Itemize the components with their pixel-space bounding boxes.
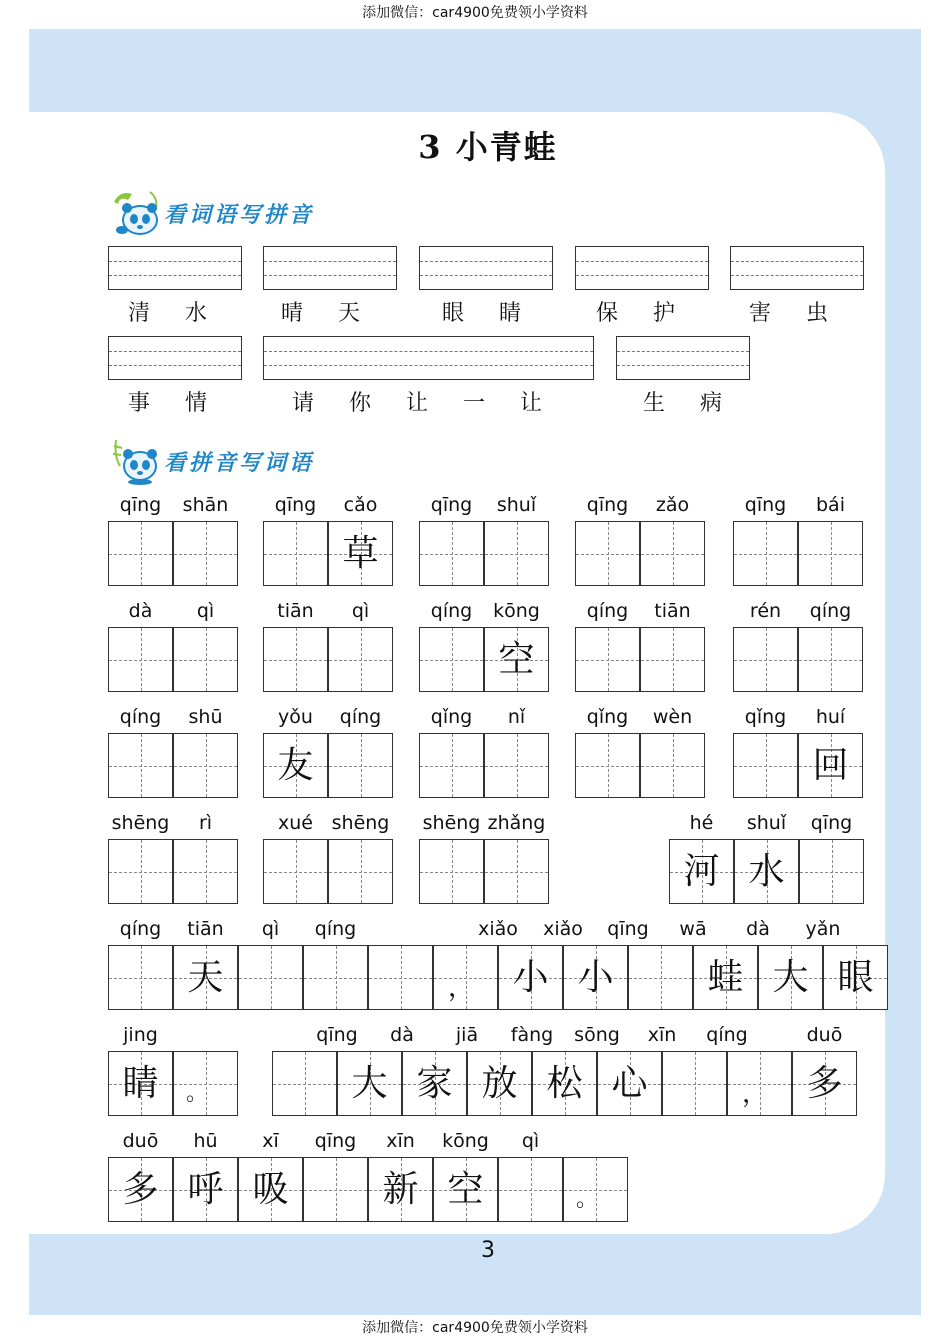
- writing-cell[interactable]: [484, 839, 549, 904]
- pinyin-answer-box[interactable]: [730, 246, 864, 290]
- word-label: 眼 睛: [442, 301, 521, 326]
- pinyin-label: qīng: [430, 494, 473, 516]
- punctuation: ，: [742, 1079, 769, 1109]
- given-character: 蛙: [707, 956, 744, 998]
- pinyin-label: dà: [128, 600, 153, 622]
- pinyin-label: duō: [122, 1130, 159, 1152]
- pinyin-label: kōng: [442, 1130, 489, 1152]
- pinyin-label: hé: [689, 812, 714, 834]
- writing-cell[interactable]: [108, 945, 173, 1010]
- writing-cell[interactable]: [328, 627, 393, 692]
- writing-cell[interactable]: [798, 521, 863, 586]
- pinyin-label: qíng: [339, 706, 382, 728]
- section-title-2: 看拼音写词语: [164, 449, 315, 476]
- pinyin-label: shuǐ: [496, 494, 537, 516]
- page-number: 3: [481, 1238, 495, 1263]
- pinyin-label: kōng: [493, 600, 540, 622]
- writing-cell[interactable]: [727, 1051, 792, 1116]
- writing-cell[interactable]: [498, 1157, 563, 1222]
- pinyin-answer-box[interactable]: [108, 336, 242, 380]
- pinyin-label: hū: [193, 1130, 218, 1152]
- writing-cell[interactable]: [498, 945, 563, 1010]
- writing-cell[interactable]: [108, 1051, 173, 1116]
- writing-cell[interactable]: [798, 627, 863, 692]
- pinyin-label: tiān: [277, 600, 314, 622]
- writing-cell[interactable]: [173, 521, 238, 586]
- given-character: 友: [277, 744, 314, 786]
- pinyin-label: xiǎo: [543, 918, 583, 940]
- pinyin-label: qīng: [810, 812, 853, 834]
- punctuation: 。: [576, 1187, 599, 1212]
- given-character: 多: [122, 1168, 159, 1210]
- pinyin-label: xīn: [647, 1024, 677, 1046]
- pinyin-label: shēng: [331, 812, 390, 834]
- pinyin-label: xué: [278, 812, 313, 834]
- pinyin-label: sōng: [574, 1024, 620, 1046]
- pinyin-answer-box[interactable]: [616, 336, 750, 380]
- pinyin-label: wā: [679, 918, 707, 940]
- pinyin-label: yǎn: [805, 918, 841, 940]
- pinyin-label: qǐng: [430, 706, 473, 728]
- writing-cell[interactable]: [238, 945, 303, 1010]
- punctuation: 。: [186, 1081, 209, 1106]
- pinyin-label: qīng: [607, 918, 649, 940]
- writing-cell[interactable]: [337, 1051, 402, 1116]
- pinyin-label: shān: [182, 494, 229, 516]
- writing-cell[interactable]: [238, 1157, 303, 1222]
- writing-cell[interactable]: [263, 733, 328, 798]
- pinyin-label: bái: [816, 494, 845, 516]
- writing-cell[interactable]: [263, 839, 328, 904]
- given-character: 河: [683, 850, 720, 892]
- pinyin-label: qíng: [586, 600, 629, 622]
- writing-cell[interactable]: [484, 521, 549, 586]
- pinyin-label: qīng: [314, 1130, 357, 1152]
- writing-cell[interactable]: [173, 627, 238, 692]
- writing-cell[interactable]: [303, 1157, 368, 1222]
- given-character: 新: [382, 1168, 419, 1210]
- watermark-top: 添加微信：car4900免费领小学资料: [362, 5, 588, 21]
- pinyin-label: qíng: [430, 600, 473, 622]
- writing-cell[interactable]: [758, 945, 823, 1010]
- writing-cell[interactable]: [368, 945, 433, 1010]
- writing-cell[interactable]: [263, 627, 328, 692]
- writing-cell[interactable]: [173, 1051, 238, 1116]
- pinyin-label: xīn: [386, 1130, 415, 1152]
- pinyin-label: tiān: [654, 600, 691, 622]
- pinyin-label: jiā: [455, 1024, 479, 1046]
- pinyin-label: qīng: [274, 494, 317, 516]
- pinyin-label: jing: [123, 1024, 158, 1046]
- writing-cell[interactable]: [532, 1051, 597, 1116]
- word-label: 晴 天: [281, 301, 360, 326]
- panda-icon: [110, 188, 162, 238]
- writing-cell[interactable]: [272, 1051, 337, 1116]
- writing-cell[interactable]: [328, 839, 393, 904]
- pinyin-label: shuǐ: [746, 812, 787, 834]
- given-character: 大: [351, 1062, 388, 1104]
- writing-cell[interactable]: [419, 521, 484, 586]
- pinyin-label: qǐng: [586, 706, 629, 728]
- word-label: 生 病: [643, 391, 722, 416]
- pinyin-label: qīng: [119, 494, 162, 516]
- writing-cell[interactable]: [733, 733, 798, 798]
- writing-cell[interactable]: [368, 1157, 433, 1222]
- given-character: 吸: [252, 1168, 289, 1210]
- writing-cell[interactable]: [419, 839, 484, 904]
- pinyin-label: qì: [521, 1130, 540, 1152]
- writing-cell[interactable]: [798, 733, 863, 798]
- writing-cell[interactable]: [733, 521, 798, 586]
- given-character: 多: [806, 1062, 843, 1104]
- given-character: 睛: [122, 1062, 159, 1104]
- pinyin-label: tiān: [187, 918, 224, 940]
- given-character: 水: [748, 850, 785, 892]
- writing-cell[interactable]: [263, 521, 328, 586]
- pinyin-label: qīng: [744, 494, 787, 516]
- given-character: 小: [512, 956, 549, 998]
- given-character: 呼: [187, 1168, 224, 1210]
- writing-cell[interactable]: [734, 839, 799, 904]
- writing-cell[interactable]: [108, 839, 173, 904]
- writing-cell[interactable]: [467, 1051, 532, 1116]
- writing-cell[interactable]: [563, 945, 628, 1010]
- pinyin-answer-box[interactable]: [263, 336, 594, 380]
- writing-cell[interactable]: [597, 1051, 662, 1116]
- writing-cell[interactable]: [108, 627, 173, 692]
- writing-cell[interactable]: [328, 733, 393, 798]
- writing-cell[interactable]: [303, 945, 368, 1010]
- pinyin-label: qíng: [809, 600, 852, 622]
- given-character: 心: [611, 1062, 648, 1104]
- writing-cell[interactable]: [402, 1051, 467, 1116]
- word-label: 事 情: [128, 391, 207, 416]
- given-character: 眼: [837, 956, 874, 998]
- given-character: 草: [342, 532, 379, 574]
- pinyin-label: nǐ: [507, 706, 526, 728]
- writing-cell[interactable]: [328, 521, 393, 586]
- pinyin-label: huí: [815, 706, 846, 728]
- punctuation: ，: [448, 973, 475, 1003]
- watermark-bottom: 添加微信：car4900免费领小学资料: [362, 1320, 588, 1336]
- given-character: 放: [481, 1062, 518, 1104]
- pinyin-label: fàng: [510, 1024, 554, 1046]
- writing-cell[interactable]: [799, 839, 864, 904]
- pinyin-label: dà: [390, 1024, 414, 1046]
- writing-cell[interactable]: [823, 945, 888, 1010]
- section-header-1: [110, 188, 314, 238]
- pinyin-label: qì: [196, 600, 215, 622]
- given-character: 天: [187, 956, 224, 998]
- word-label: 害 虫: [749, 301, 828, 326]
- pinyin-label: qì: [261, 918, 280, 940]
- writing-cell[interactable]: [575, 521, 640, 586]
- writing-cell[interactable]: [640, 733, 705, 798]
- pinyin-label: qì: [351, 600, 370, 622]
- pinyin-label: qíng: [119, 706, 162, 728]
- writing-cell[interactable]: [419, 627, 484, 692]
- writing-cell[interactable]: [173, 1157, 238, 1222]
- pinyin-label: yǒu: [278, 706, 313, 728]
- pinyin-label: qīng: [586, 494, 629, 516]
- writing-cell[interactable]: [173, 733, 238, 798]
- given-character: 回: [812, 744, 849, 786]
- writing-cell[interactable]: [640, 627, 705, 692]
- writing-cell[interactable]: [173, 839, 238, 904]
- word-label: 保 护: [596, 301, 675, 326]
- pinyin-label: qíng: [706, 1024, 748, 1046]
- writing-cell[interactable]: [108, 521, 173, 586]
- pinyin-label: zhǎng: [487, 812, 546, 834]
- writing-cell[interactable]: [640, 521, 705, 586]
- writing-cell[interactable]: [563, 1157, 628, 1222]
- given-character: 空: [447, 1168, 484, 1210]
- writing-cell[interactable]: [433, 945, 498, 1010]
- writing-cell[interactable]: [108, 733, 173, 798]
- pinyin-label: shū: [188, 706, 223, 728]
- writing-cell[interactable]: [433, 1157, 498, 1222]
- pinyin-label: xī: [262, 1130, 279, 1152]
- writing-cell[interactable]: [662, 1051, 727, 1116]
- writing-cell[interactable]: [575, 627, 640, 692]
- pinyin-label: qíng: [119, 918, 162, 940]
- pinyin-label: qǐng: [744, 706, 787, 728]
- writing-cell[interactable]: [173, 945, 238, 1010]
- pinyin-label: shēng: [111, 812, 170, 834]
- pinyin-answer-box[interactable]: [263, 246, 397, 290]
- pinyin-label: dà: [746, 918, 770, 940]
- section-title-1: 看词语写拼音: [164, 201, 315, 228]
- given-character: 松: [546, 1062, 583, 1104]
- pinyin-label: qīng: [316, 1024, 358, 1046]
- pinyin-label: duō: [806, 1024, 843, 1046]
- lesson-title: 3 小青蛙: [418, 128, 558, 166]
- writing-cell[interactable]: [108, 1157, 173, 1222]
- writing-cell[interactable]: [792, 1051, 857, 1116]
- writing-cell[interactable]: [733, 627, 798, 692]
- given-character: 小: [577, 956, 614, 998]
- pinyin-label: zǎo: [655, 494, 690, 516]
- given-character: 大: [772, 956, 809, 998]
- pinyin-label: xiǎo: [478, 918, 518, 940]
- given-character: 家: [416, 1062, 453, 1104]
- writing-cell[interactable]: [484, 733, 549, 798]
- writing-cell[interactable]: [575, 733, 640, 798]
- writing-cell[interactable]: [628, 945, 693, 1010]
- writing-cell[interactable]: [484, 627, 549, 692]
- pinyin-answer-box[interactable]: [575, 246, 709, 290]
- pinyin-answer-box[interactable]: [419, 246, 553, 290]
- writing-cell[interactable]: [419, 733, 484, 798]
- pinyin-answer-box[interactable]: [108, 246, 242, 290]
- pinyin-label: shēng: [422, 812, 481, 834]
- pinyin-label: rén: [749, 600, 782, 622]
- word-label: 清 水: [128, 301, 207, 326]
- pinyin-label: qíng: [314, 918, 357, 940]
- pinyin-label: rì: [198, 812, 213, 834]
- section-header-2: [110, 436, 314, 486]
- given-character: 空: [498, 638, 535, 680]
- word-label: 请 你 让 一 让: [292, 391, 542, 416]
- writing-cell[interactable]: [693, 945, 758, 1010]
- pinyin-label: cǎo: [343, 494, 378, 516]
- pinyin-label: wèn: [652, 706, 693, 728]
- panda-icon: [110, 436, 162, 486]
- writing-cell[interactable]: [669, 839, 734, 904]
